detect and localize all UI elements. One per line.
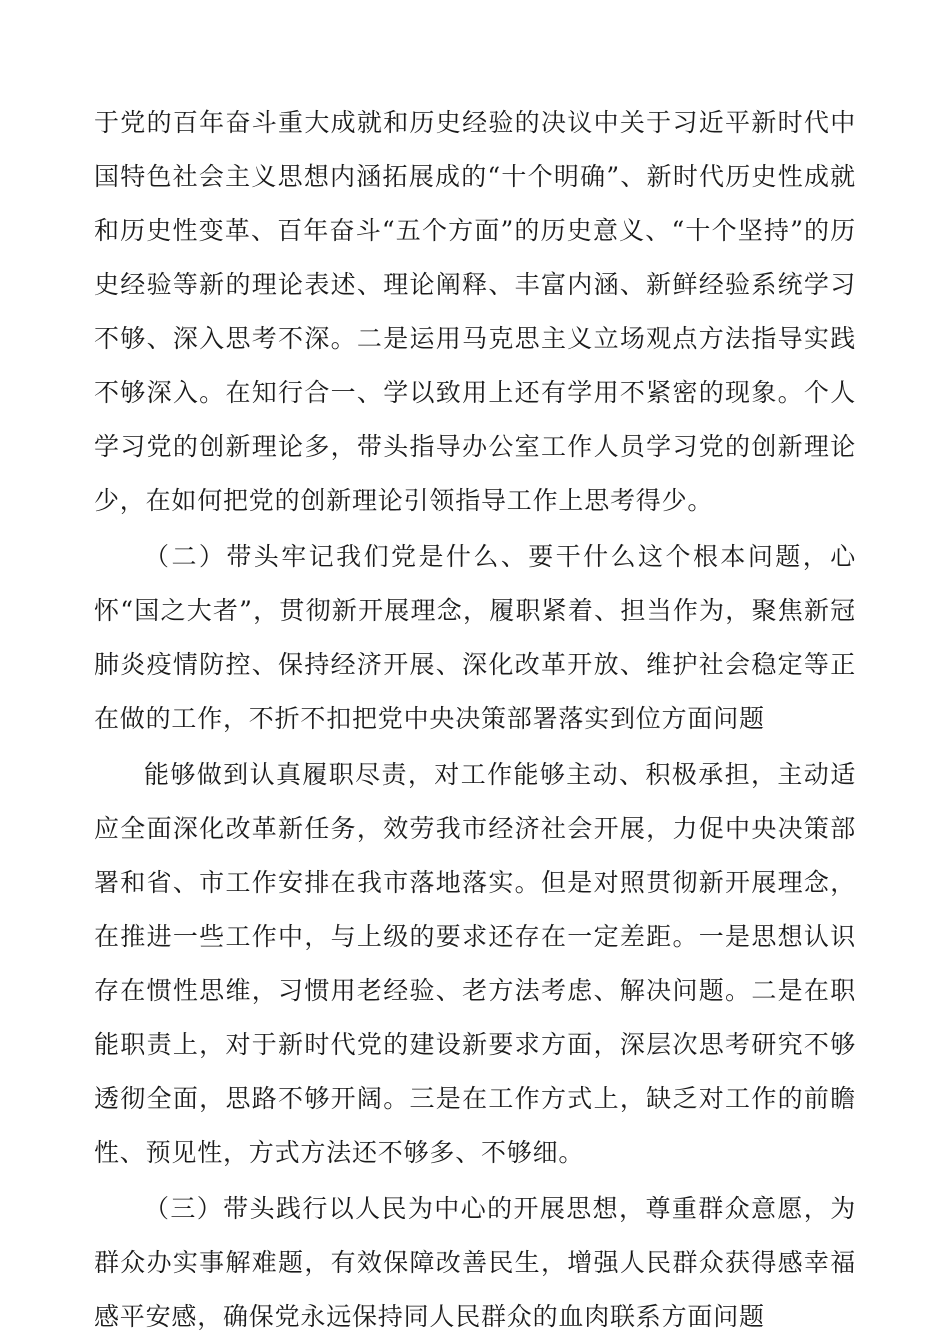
paragraph-section-3-heading: （三）带头践行以人民为中心的开展思想，尊重群众意愿，为群众办实事解难题，有效保障改善民生，增强人民群众获得感幸福感平安感，确保党永远保持同人民群众的血肉联系方面问题 xyxy=(94,1194,856,1331)
paragraph-section-2-body: 能够做到认真履职尽责，对工作能够主动、积极承担，主动适应全面深化改革新任务，效劳我市经济社会开展，力促中央决策部署和省、市工作安排在我市落地落实。但是对照贯彻新开展理念，在推进一些工作中，与上级的要求还存在一定差距。一是思想认识存在惯性思维，习惯用老经验、老方法考虑、解决问题。二是在职能职责上，对于新时代党的建设新要求方面，深层次思考研究不够透彻全面，思路不够开阔。三是在工作方式上，缺乏对工作的前瞻性、预见性，方式方法还不够多、不够细。 xyxy=(94,760,856,1167)
document-body xyxy=(94,96,856,1344)
paragraph-section-2-heading: （二）带头牢记我们党是什么、要干什么这个根本问题，心怀“国之大者”，贯彻新开展理念，履职紧着、担当作为，聚焦新冠肺炎疫情防控、保持经济开展、深化改革开放、维护社会稳定等正在做的工作，不折不扣把党中央决策部署落实到位方面问题 xyxy=(94,542,856,733)
paragraph-continued-study-issues: 于党的百年奋斗重大成就和历史经验的决议中关于习近平新时代中国特色社会主义思想内涵拓展成的“十个明确”、新时代历史性成就和历史性变革、百年奋斗“五个方面”的历史意义、“十个坚持”的历史经验等新的理论表述、理论阐释、丰富内涵、新鲜经验系统学习不够、深入思考不深。二是运用马克思主义立场观点方法指导实践不够深入。在知行合一、学以致用上还有学用不紧密的现象。个人学习党的创新理论多，带头指导办公室工作人员学习党的创新理论少，在如何把党的创新理论引领指导工作上思考得少。 xyxy=(94,108,856,515)
